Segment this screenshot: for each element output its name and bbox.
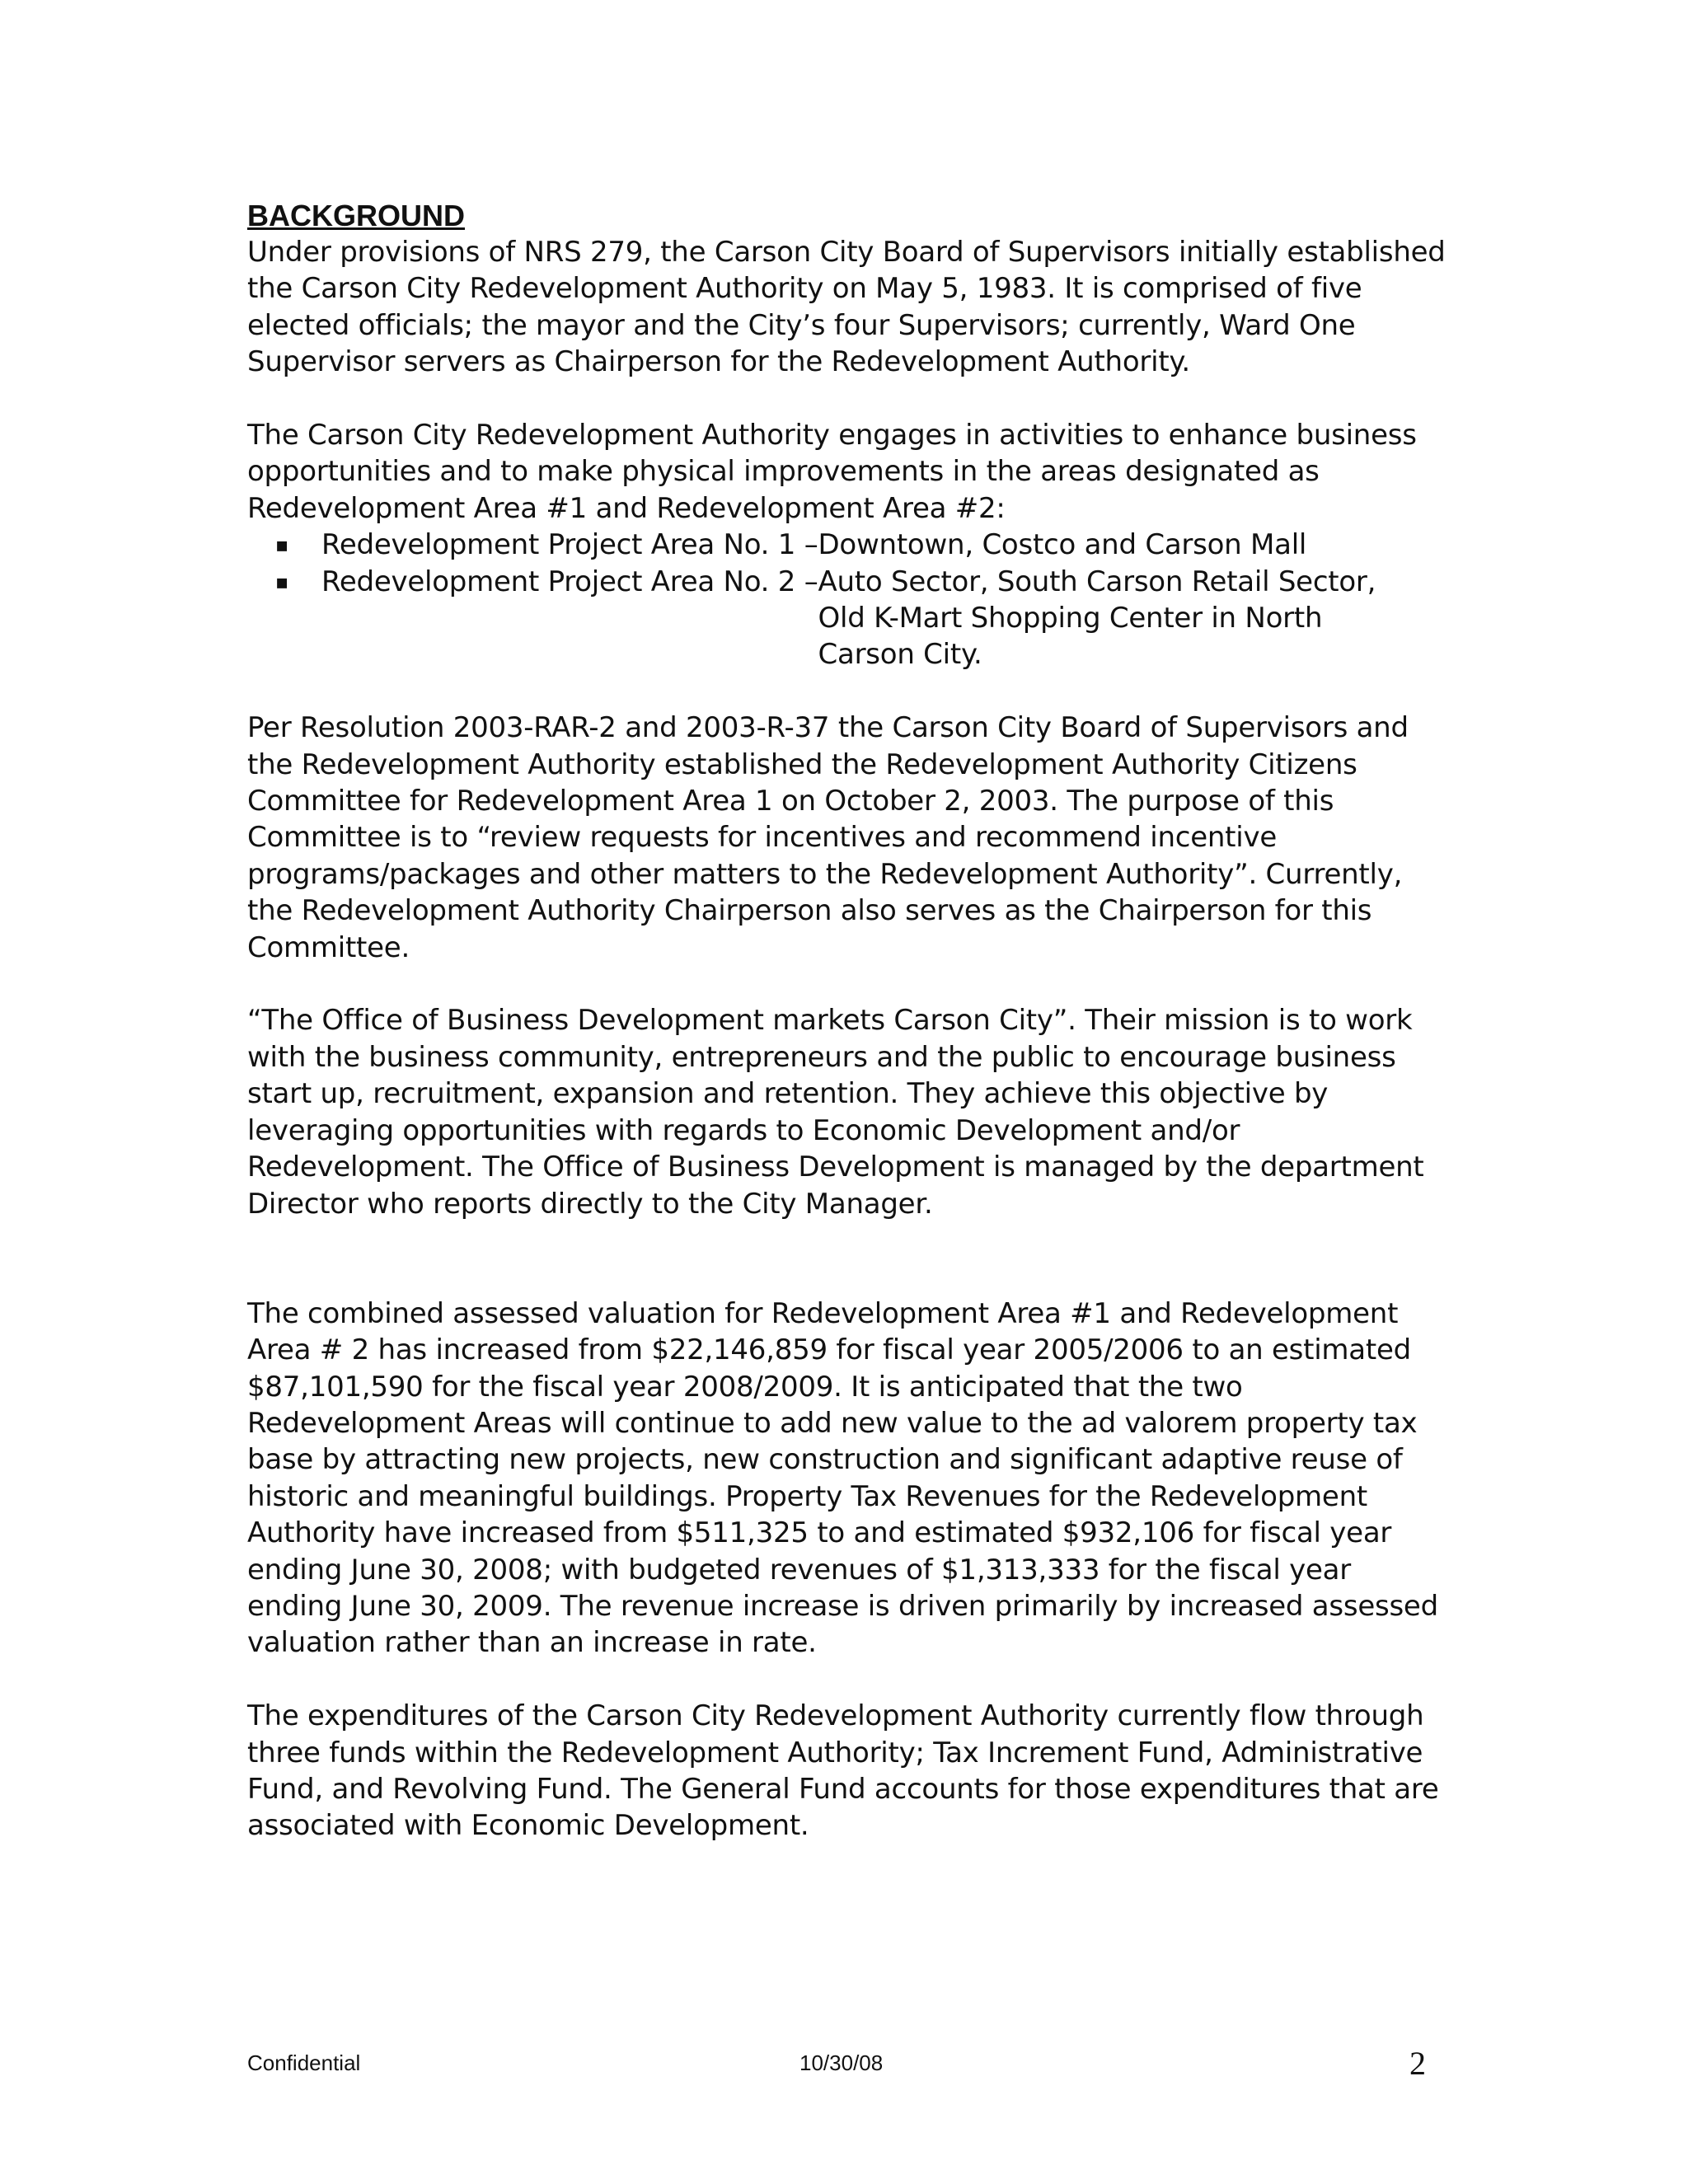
paragraph-business-development: “The Office of Business Development markets Carson City”. Their mission is to work with the business community, entrepreneurs and the public to encourage business start up, recruitment, expansion and retention. They achieve this objective by leveraging opportunities with regards to Economic Development and/or Redevelopment. The Office of Business Development is managed by the department Director who reports directly to the City Manager. <box>247 1004 1424 1221</box>
list-item <box>247 527 1451 563</box>
page-number: 2 <box>1409 2045 1426 2082</box>
paragraph-citizens-committee: Per Resolution 2003-RAR-2 and 2003-R-37 the Carson City Board of Supervisors and the Redevelopment Authority established the Redevelopment Authority Citizens Committee for Redevelopment Area 1 on October 2, 2003. The purpose of this Committee is to “review requests for incentives and recommend incentive programs/packages and other matters to the Redevelopment Authority”. Currently, the Redevelopment Authority Chairperson also serves as the Chairperson for this Committee. <box>247 711 1409 964</box>
project-area-list <box>247 527 1451 673</box>
paragraph-expenditures: The expenditures of the Carson City Redevelopment Authority currently flow through three funds within the Redevelopment Authority; Tax Increment Fund, Administrative Fund, and Revolving Fund. The General Fund accounts for those expenditures that are associated with Economic Development. <box>247 1699 1439 1843</box>
footer-confidential-label: Confidential <box>247 2050 361 2075</box>
bullet-square-icon: ▪ <box>275 569 289 593</box>
section-heading: BACKGROUND <box>247 199 465 232</box>
list-item-label: Redevelopment Project Area No. 1 – <box>321 528 818 562</box>
list-item <box>247 564 1451 673</box>
paragraph-assessed-valuation: The combined assessed valuation for Redevelopment Area #1 and Redevelopment Area # 2 has increased from $22,146,859 for fiscal year 2005/2006 to an estimated $87,101,590 for the fiscal year 2008/2009. It is anticipated that the two Redevelopment Areas will continue to add new value to the ad valorem property tax base by attracting new projects, new construction and significant adaptive reuse of historic and meaningful buildings. Property Tax Revenues for the Redevelopment Authority have increased from $511,325 to and estimated $932,106 for fiscal year ending June 30, 2008; with budgeted revenues of $1,313,333 for the fiscal year ending June 30, 2009. The revenue increase is driven primarily by increased assessed valuation rather than an increase in rate. <box>247 1296 1438 1660</box>
paragraph-activities: The Carson City Redevelopment Authority engages in activities to enhance business opportunities and to make physical improvements in the areas designated as Redevelopment Area #1 and Redevelopment Area #2: <box>247 419 1417 525</box>
list-item-description: Auto Sector, South Carson Retail Sector, Old K-Mart Shopping Center in North Carson City. <box>818 565 1376 672</box>
footer-date: 10/30/08 <box>799 2050 884 2075</box>
bullet-square-icon: ▪ <box>275 533 289 557</box>
page-footer <box>247 2042 1451 2092</box>
paragraph-establishment: Under provisions of NRS 279, the Carson City Board of Supervisors initially established the Carson City Redevelopment Authority on May 5, 1983. It is comprised of five elected officials; the mayor and the City’s four Supervisors; currently, Ward One Supervisor servers as Chairperson for the Redevelopment Authority. <box>247 236 1446 379</box>
list-item-label: Redevelopment Project Area No. 2 – <box>321 565 818 598</box>
list-item-description: Downtown, Costco and Carson Mall <box>818 528 1307 562</box>
document-body <box>247 198 1451 1844</box>
